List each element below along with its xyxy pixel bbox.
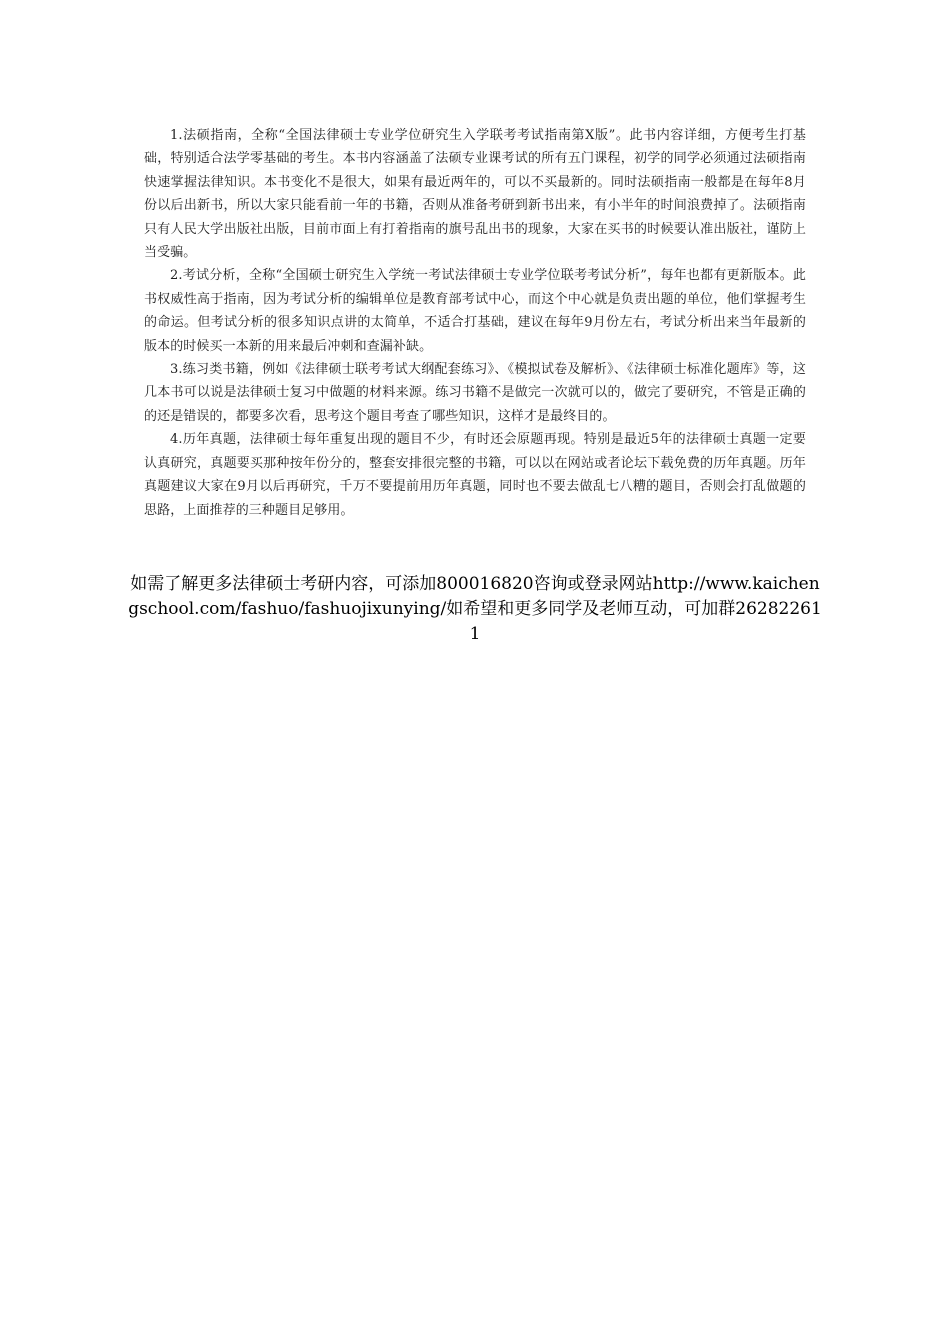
contact-footer-note: 如需了解更多法律硕士考研内容，可添加800016820咨询或登录网站http://www.kaichengschool.com/fashuo/fashuojixunying/如希望和更多同学及老师互动，可加群262822611 [128,574,822,644]
paragraph-4: 4.历年真题，法律硕士每年重复出现的题目不少，有时还会原题再现。特别是最近5年的法律硕士真题一定要认真研究，真题要买那种按年份分的，整套安排很完整的书籍，可以以在网站或者论坛下载免费的历年真题。历年真题建议大家在9月以后再研究，千万不要提前用历年真题，同时也不要去做乱七八糟的题目，否则会打乱做题的思路，上面推荐的三种题目足够用。 [144,432,806,518]
paragraph-1: 1.法硕指南，全称“全国法律硕士专业学位研究生入学联考考试指南第X版”。此书内容详细，方便考生打基础，特别适合法学零基础的考生。本书内容涵盖了法硕专业课考试的所有五门课程，初学的同学必须通过法硕指南快速掌握法律知识。本书变化不是很大，如果有最近两年的，可以不买最新的。同时法硕指南一般都是在每年8月份以后出新书，所以大家只能看前一年的书籍，否则从准备考研到新书出来，有小半年的时间浪费掉了。法硕指南只有人民大学出版社出版，目前市面上有打着指南的旗号乱出书的现象，大家在买书的时候要认准出版社，谨防上当受骗。 [144,128,806,261]
paragraph-2: 2.考试分析，全称“全国硕士研究生入学统一考试法律硕士专业学位联考考试分析”，每年也都有更新版本。此书权威性高于指南，因为考试分析的编辑单位是教育部考试中心，而这个中心就是负责出题的单位，他们掌握考生的命运。但考试分析的很多知识点讲的太简单，不适合打基础，建议在每年9月份左右，考试分析出来当年最新的版本的时候买一本新的用来最后冲刺和查漏补缺。 [144,268,806,354]
document-body [144,124,806,522]
paragraph-3: 3.练习类书籍，例如《法律硕士联考考试大纲配套练习》、《模拟试卷及解析》、《法律硕士标准化题库》等，这几本书可以说是法律硕士复习中做题的材料来源。练习书籍不是做完一次就可以的，做完了要研究，不管是正确的的还是错误的，都要多次看，思考这个题目考查了哪些知识，这样才是最终目的。 [144,362,806,424]
